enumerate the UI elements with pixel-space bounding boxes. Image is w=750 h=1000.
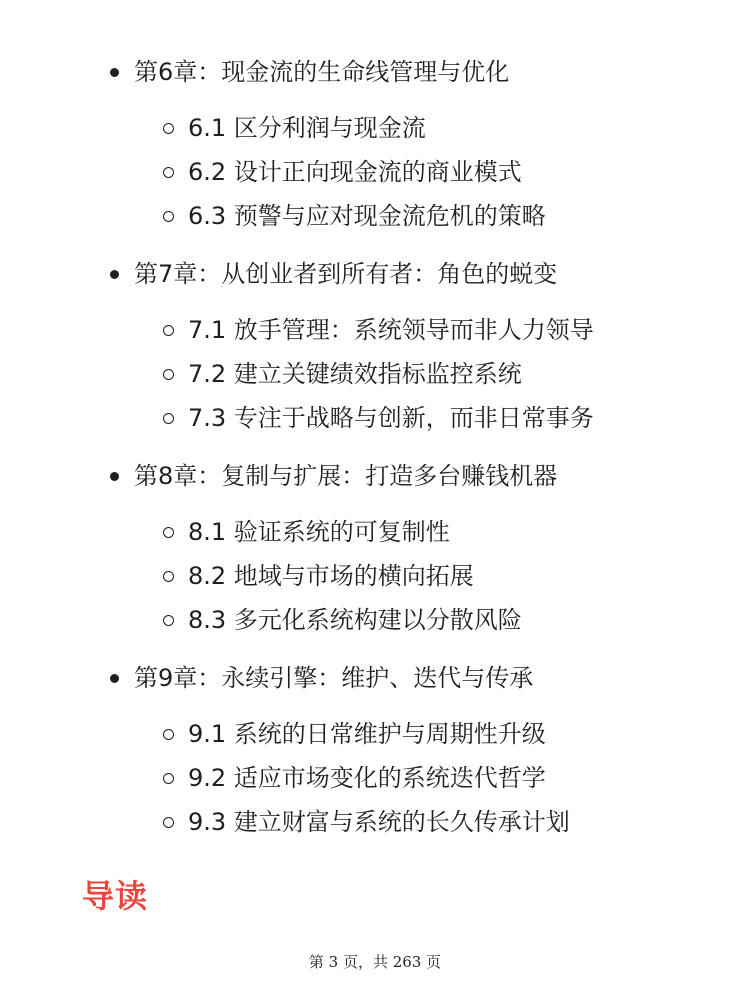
section-title: 8.1 验证系统的可复制性 [188, 518, 450, 546]
section-title: 6.3 预警与应对现金流危机的策略 [188, 202, 546, 230]
bullet-circle-icon [163, 325, 174, 336]
section-title: 9.3 建立财富与系统的长久传承计划 [188, 808, 570, 836]
bullet-circle-icon [163, 123, 174, 134]
bullet-circle-icon [163, 729, 174, 740]
section-title: 6.1 区分利润与现金流 [188, 114, 426, 142]
bullet-disc-icon [110, 674, 119, 683]
page-number-footer: 第 3 页，共 263 页 [308, 953, 442, 971]
bullet-circle-icon [163, 167, 174, 178]
bullet-circle-icon [163, 571, 174, 582]
chapter-title: 第7章：从创业者到所有者：角色的蜕变 [134, 260, 558, 288]
bullet-disc-icon [110, 472, 119, 481]
bullet-circle-icon [163, 773, 174, 784]
section-title: 7.3 专注于战略与创新，而非日常事务 [188, 404, 594, 432]
section-title: 6.2 设计正向现金流的商业模式 [188, 158, 522, 186]
chapter-title: 第9章：永续引擎：维护、迭代与传承 [134, 664, 534, 692]
section-title: 8.3 多元化系统构建以分散风险 [188, 606, 522, 634]
bullet-disc-icon [110, 68, 119, 77]
section-title: 9.2 适应市场变化的系统迭代哲学 [188, 764, 546, 792]
bullet-circle-icon [163, 369, 174, 380]
bullet-circle-icon [163, 413, 174, 424]
section-title: 9.1 系统的日常维护与周期性升级 [188, 720, 546, 748]
bullet-circle-icon [163, 615, 174, 626]
section-title: 8.2 地域与市场的横向拓展 [188, 562, 474, 590]
bullet-circle-icon [163, 817, 174, 828]
chapter-title: 第6章：现金流的生命线管理与优化 [134, 58, 510, 86]
section-heading: 导读 [82, 877, 149, 915]
section-title: 7.1 放手管理：系统领导而非人力领导 [188, 316, 594, 344]
section-title: 7.2 建立关键绩效指标监控系统 [188, 360, 522, 388]
bullet-circle-icon [163, 211, 174, 222]
bullet-circle-icon [163, 527, 174, 538]
bullet-disc-icon [110, 270, 119, 279]
chapter-title: 第8章：复制与扩展：打造多台赚钱机器 [134, 462, 558, 490]
